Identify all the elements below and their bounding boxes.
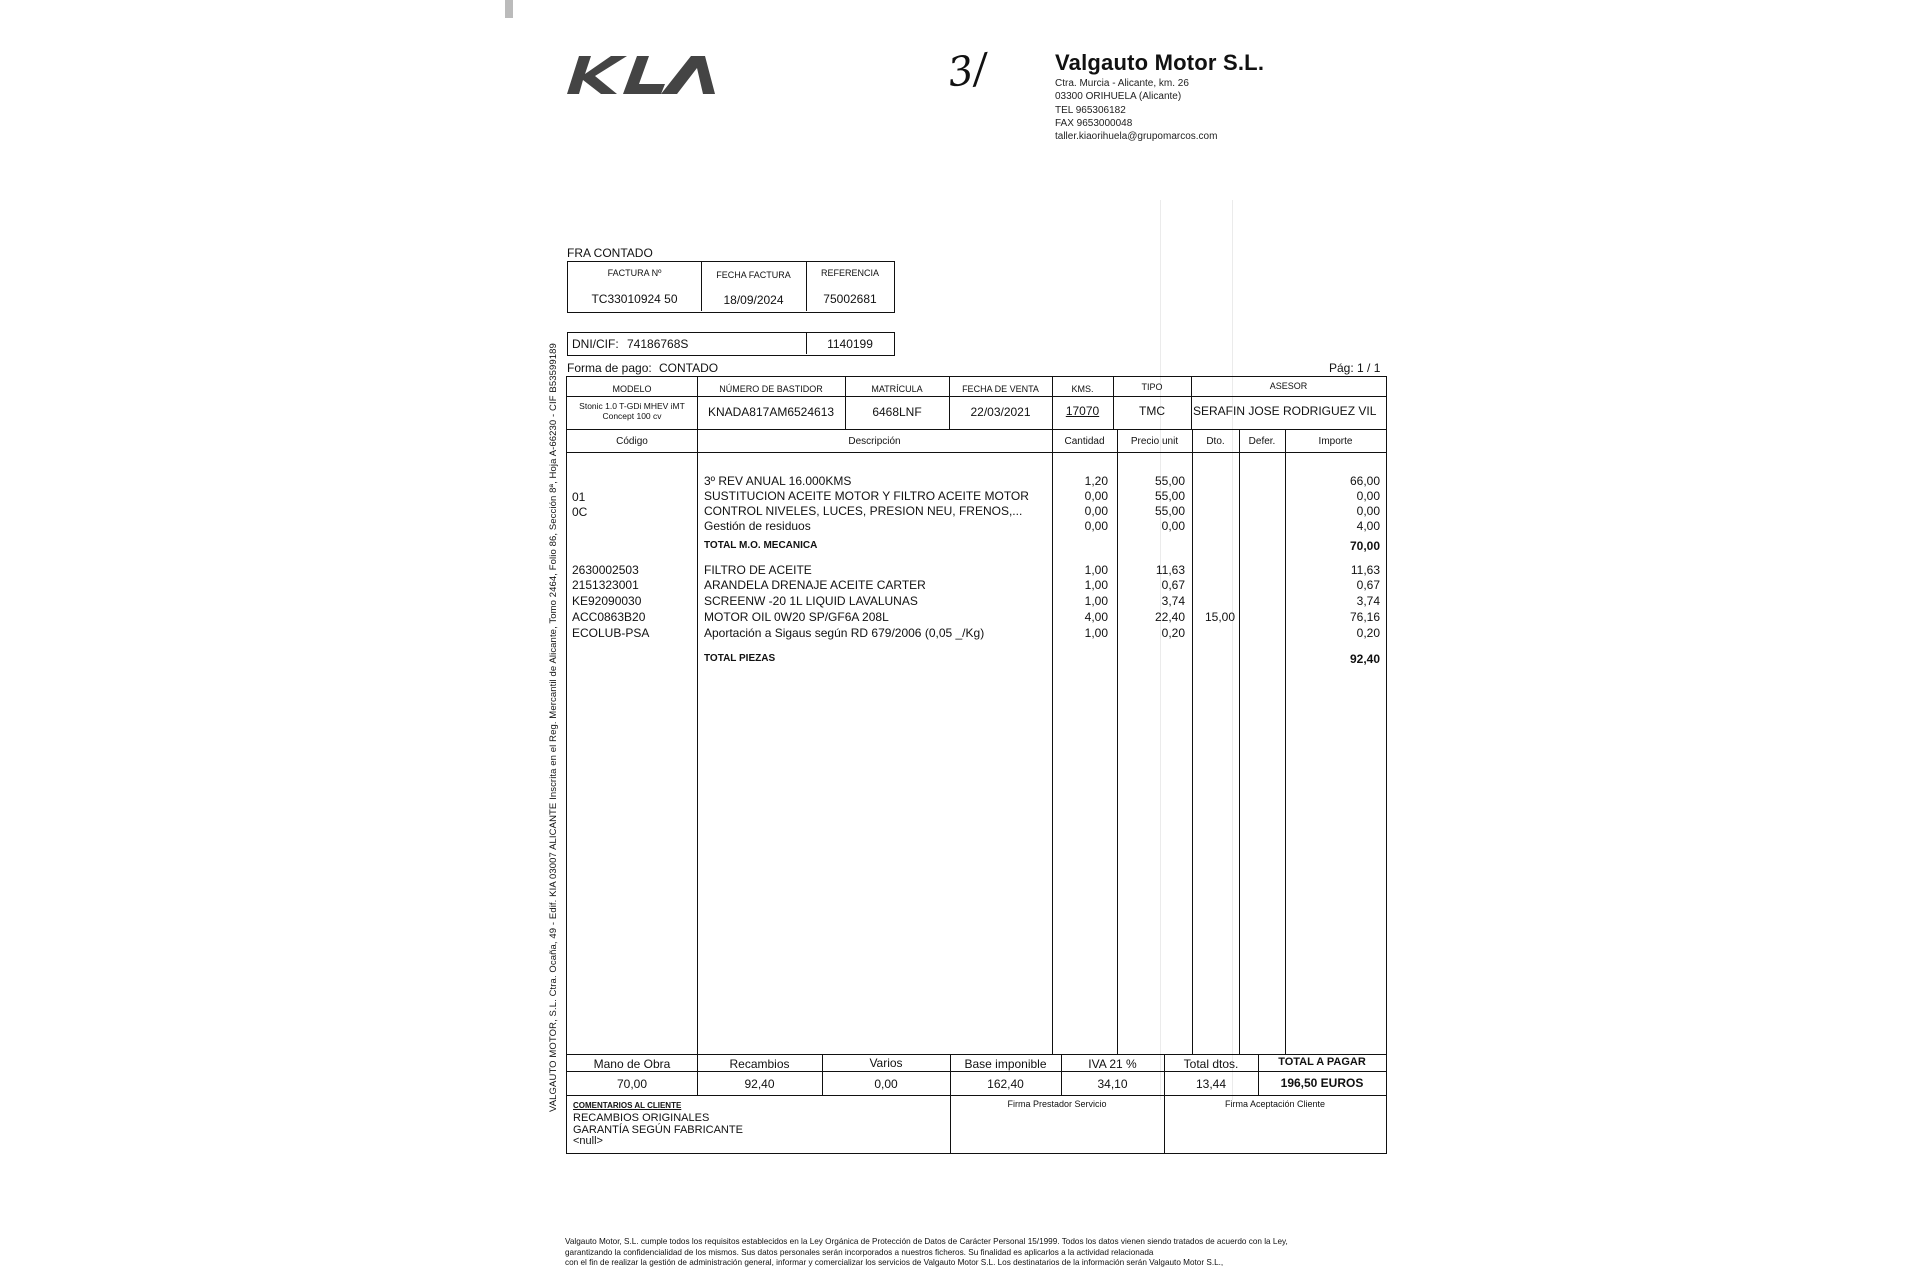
- totals-discounts: 13,44: [1195, 1077, 1227, 1091]
- page-number: Pág: 1 / 1: [1329, 361, 1381, 375]
- totals-parts: 92,40: [744, 1077, 775, 1091]
- totals-vat: 34,10: [1097, 1077, 1128, 1091]
- comment-line: RECAMBIOS ORIGINALES: [573, 1112, 710, 1124]
- payment-method: CONTADO: [659, 361, 719, 375]
- payment-label: Forma de pago:: [567, 361, 652, 375]
- line-unit-price: 55,00: [1154, 504, 1185, 518]
- line-description: 3º REV ANUAL 16.000KMS: [704, 474, 852, 488]
- header-type: TIPO: [1141, 382, 1163, 392]
- total-parts-label: TOTAL PIEZAS: [704, 653, 776, 664]
- line-amount: 3,74: [1356, 594, 1380, 608]
- line-code: ECOLUB-PSA: [572, 626, 650, 640]
- comments-text: [573, 1113, 743, 1148]
- line-amount: 0,00: [1356, 489, 1380, 503]
- line-amount: 66,00: [1349, 474, 1380, 488]
- line-amount: 0,67: [1356, 578, 1380, 592]
- line-description: SUSTITUCION ACEITE MOTOR Y FILTRO ACEITE MOTOR: [704, 489, 1029, 503]
- col-discount: Dto.: [1206, 436, 1225, 447]
- header-plate: MATRÍCULA: [871, 384, 923, 394]
- dni-value: 74186768S: [627, 337, 689, 351]
- header-model: MODELO: [612, 384, 652, 394]
- totals-labour: 70,00: [616, 1077, 648, 1091]
- line-amount: 11,63: [1350, 563, 1380, 577]
- invoice-reference: 75002681: [823, 292, 877, 306]
- line-code: 2151323001: [572, 578, 639, 592]
- totals-to-pay: 196,50 EUROS: [1280, 1076, 1364, 1090]
- line-discount: 15,00: [1204, 610, 1235, 624]
- line-unit-price: 22,40: [1154, 610, 1185, 624]
- address-line: FAX 9653000048: [1055, 117, 1133, 129]
- invoice-header-box: [567, 261, 895, 313]
- totals-tax-base-label: Base imponible: [964, 1057, 1047, 1071]
- company-address: [1055, 77, 1217, 143]
- footer-line: con el fin de realizar la gestión de administración general, informar y comercializar los servicios de Valgauto Motor S.L. Los destinatarios de la información serán Valgauto Motor S.L.,: [565, 1258, 1224, 1267]
- line-quantity: 1,00: [1084, 626, 1108, 640]
- comments-label: COMENTARIOS AL CLIENTE: [573, 1101, 682, 1110]
- line-code: ACC0863B20: [572, 610, 646, 624]
- handwritten-number: 3/: [944, 45, 990, 97]
- line-quantity: 0,00: [1084, 519, 1108, 533]
- signature-provider-label: Firma Prestador Servicio: [1007, 1099, 1107, 1109]
- line-unit-price: 0,20: [1161, 626, 1185, 640]
- header-sale-date: FECHA DE VENTA: [962, 384, 1039, 394]
- line-unit-price: 3,74: [1161, 594, 1185, 608]
- total-labour-label: TOTAL M.O. MECANICA: [704, 540, 818, 551]
- address-line: Ctra. Murcia - Alicante, km. 26: [1055, 78, 1189, 89]
- dni-label: DNI/CIF:: [572, 337, 619, 351]
- line-amount: 0,00: [1356, 504, 1380, 518]
- col-code: Código: [616, 436, 648, 447]
- client-code: 1140199: [827, 337, 873, 351]
- header-advisor: ASESOR: [1269, 381, 1308, 391]
- vehicle-model: [567, 401, 697, 421]
- totals-parts-label: Recambios: [729, 1057, 790, 1071]
- signature-client-label: Firma Aceptación Cliente: [1224, 1099, 1326, 1109]
- line-amount: 76,16: [1349, 610, 1380, 624]
- scan-artifact: [1160, 200, 1161, 1100]
- totals-discounts-label: Total dtos.: [1183, 1057, 1239, 1071]
- scan-mark: [505, 0, 513, 18]
- total-labour: 70,00: [1349, 539, 1380, 553]
- col-amount: Importe: [1318, 436, 1353, 447]
- line-unit-price: 0,00: [1161, 519, 1185, 533]
- reference-label: REFERENCIA: [820, 268, 879, 278]
- line-unit-price: 55,00: [1154, 489, 1185, 503]
- privacy-footer: [565, 1237, 1385, 1269]
- line-unit-price: 0,67: [1161, 578, 1185, 592]
- totals-tax-base: 162,40: [987, 1077, 1024, 1091]
- line-description: MOTOR OIL 0W20 SP/GF6A 208L: [704, 610, 889, 624]
- model-line: Stonic 1.0 T-GDi MHEV iMT: [579, 401, 685, 411]
- scan-artifact: [1232, 200, 1233, 1100]
- address-line: TEL 965306182: [1055, 104, 1126, 116]
- line-code: 01: [572, 490, 586, 504]
- model-line: Concept 100 cv: [602, 411, 662, 421]
- address-line: 03300 ORIHUELA (Alicante): [1055, 91, 1182, 103]
- header-kms: KMS.: [1071, 384, 1094, 394]
- address-line: taller.kiaorihuela@grupomarcos.com: [1055, 131, 1218, 143]
- line-quantity: 1,00: [1084, 563, 1108, 577]
- line-unit-price: 55,00: [1154, 474, 1185, 488]
- totals-misc-label: Varios: [869, 1056, 903, 1070]
- line-quantity: 1,00: [1084, 594, 1108, 608]
- line-code: KE92090030: [572, 594, 642, 608]
- vehicle-kms: 17070: [1065, 404, 1100, 418]
- line-description: Aportación a Sigaus según RD 679/2006 (0,05 _/Kg): [704, 626, 985, 640]
- vehicle-advisor: SERAFIN JOSE RODRIGUEZ VIL: [1193, 404, 1377, 418]
- line-description: ARANDELA DRENAJE ACEITE CARTER: [704, 578, 926, 592]
- company-name: Valgauto Motor S.L.: [1055, 50, 1265, 75]
- footer-line: Valgauto Motor, S.L. cumple todos los requisitos establecidos en la Ley Orgánica de Protección de Datos de Carácter Personal 15/1999. Todos los datos vienen siendo tratados de acuerdo con la Ley,: [565, 1237, 1288, 1246]
- vehicle-sale-date: 22/03/2021: [970, 405, 1031, 419]
- line-amount: 4,00: [1356, 519, 1380, 533]
- line-quantity: 4,00: [1084, 610, 1108, 624]
- invoice-number: TC33010924 50: [591, 292, 678, 306]
- total-parts: 92,40: [1349, 652, 1380, 666]
- line-description: SCREENW -20 1L LIQUID LAVALUNAS: [704, 594, 918, 608]
- totals-labour-label: Mano de Obra: [593, 1057, 671, 1071]
- kia-logo: [565, 54, 733, 96]
- invoice-date-label: FECHA FACTURA: [716, 270, 791, 280]
- line-code: 0C: [572, 505, 588, 519]
- header-vin: NÚMERO DE BASTIDOR: [719, 384, 823, 394]
- invoice-type: FRA CONTADO: [567, 246, 653, 260]
- line-quantity: 0,00: [1084, 504, 1108, 518]
- col-deferred: Defer.: [1248, 436, 1276, 447]
- line-amount: 0,20: [1356, 626, 1380, 640]
- line-quantity: 1,20: [1084, 474, 1108, 488]
- totals-misc: 0,00: [874, 1077, 898, 1091]
- comment-line: <null>: [573, 1135, 603, 1147]
- col-unit-price: Precio unit: [1130, 436, 1179, 447]
- col-description: Descripción: [848, 436, 901, 447]
- line-description: FILTRO DE ACEITE: [704, 563, 812, 577]
- client-id-box: [567, 332, 895, 356]
- vehicle-vin: KNADA817AM6524613: [707, 405, 835, 419]
- totals-to-pay-label: TOTAL A PAGAR: [1278, 1056, 1366, 1068]
- invoice-number-label: FACTURA Nº: [607, 268, 662, 278]
- vehicle-type: TMC: [1139, 404, 1165, 418]
- line-unit-price: 11,63: [1155, 563, 1185, 577]
- line-quantity: 1,00: [1084, 578, 1108, 592]
- vehicle-plate: 6468LNF: [872, 405, 922, 419]
- footer-line: garantizando la confidencialidad de los mismos. Sus datos personales serán incorporados a nuestros ficheros. Su finalidad es aplicarlos a la actividad relacionada: [565, 1247, 1154, 1257]
- totals-vat-label: IVA 21 %: [1088, 1057, 1137, 1071]
- line-description: Gestión de residuos: [704, 519, 811, 533]
- registry-side-text: VALGAUTO MOTOR, S.L. Ctra. Ocaña, 49 - Edif. KIA 03007 ALICANTE Inscrita en el Reg. Mercantil de Alicante, Tomo 2464, Folio 86, Sección 8ª, Hoja A-66230 - CIF B53599189: [548, 343, 559, 1112]
- invoice-date: 18/09/2024: [723, 293, 784, 307]
- col-quantity: Cantidad: [1064, 436, 1105, 447]
- comment-line: GARANTÍA SEGÚN FABRICANTE: [573, 1123, 743, 1136]
- line-code: 2630002503: [572, 563, 639, 577]
- line-description: CONTROL NIVELES, LUCES, PRESION NEU, FRENOS,...: [704, 504, 1023, 518]
- line-quantity: 0,00: [1084, 489, 1108, 503]
